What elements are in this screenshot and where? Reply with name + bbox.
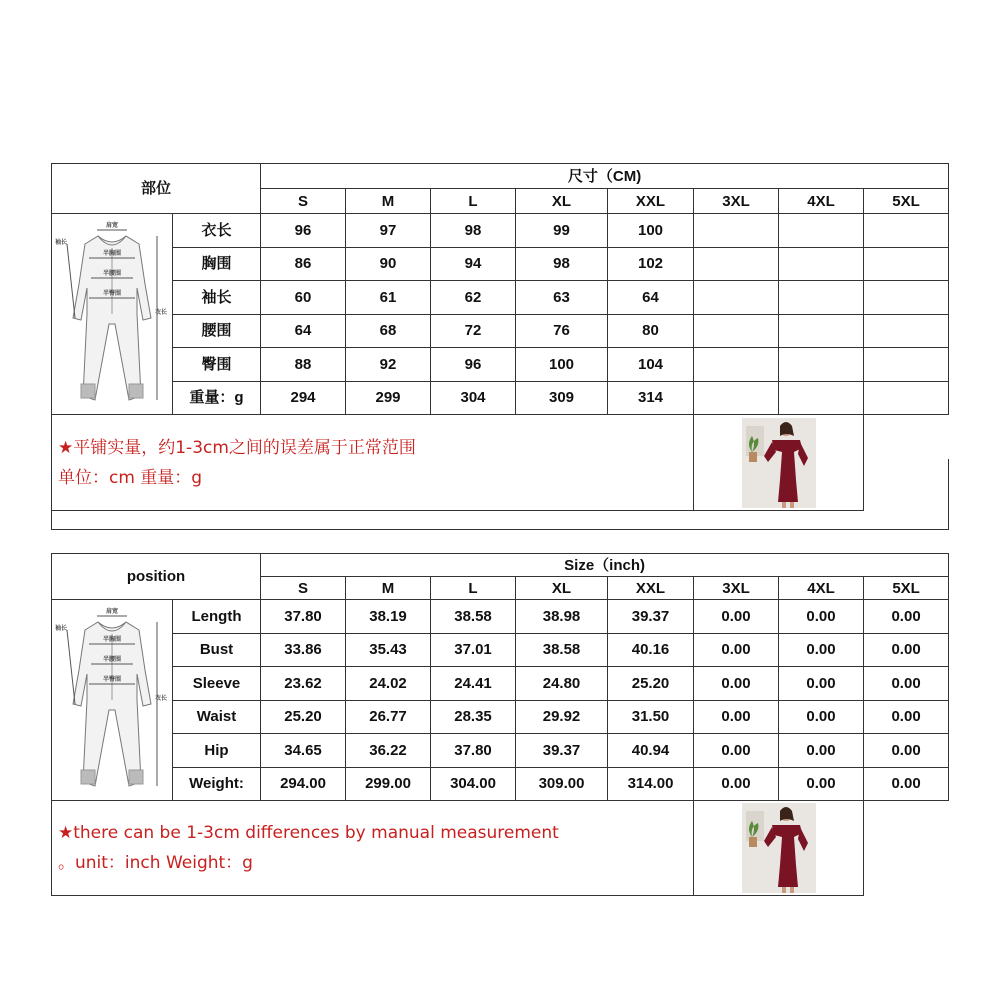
measure-value: 0.00 — [694, 600, 779, 634]
measure-value: 96 — [261, 214, 346, 248]
measure-value: 80 — [608, 314, 694, 348]
measure-value — [694, 281, 779, 315]
unit-line: 。unit：inch Weight：g — [58, 853, 253, 873]
jumpsuit-sketch-icon — [53, 600, 171, 800]
model-photo-icon — [742, 803, 816, 893]
table-row — [52, 600, 949, 634]
corner-header: 部位 — [52, 164, 261, 214]
measure-value: 94 — [431, 247, 516, 281]
measure-value — [694, 214, 779, 248]
measure-value: 0.00 — [864, 734, 949, 768]
measure-label: 重量：g — [173, 381, 261, 415]
measure-value — [779, 281, 864, 315]
size-header: L — [431, 189, 516, 214]
measure-value: 25.20 — [608, 667, 694, 701]
measure-value — [864, 348, 949, 382]
measure-value: 63 — [516, 281, 608, 315]
measurement-note — [52, 801, 694, 896]
measure-value: 0.00 — [864, 767, 949, 801]
note-line: ★there can be 1-3cm differences by manual measurement — [58, 823, 559, 843]
table-row — [52, 314, 949, 348]
diagram-label: 半腰围 — [102, 656, 122, 663]
size-header: XXL — [608, 189, 694, 214]
diagram-label: 袖长 — [54, 625, 68, 632]
measure-label: Sleeve — [173, 667, 261, 701]
measure-value: 98 — [431, 214, 516, 248]
measure-label: Length — [173, 600, 261, 634]
measure-label: Weight: — [173, 767, 261, 801]
measure-label: 袖长 — [173, 281, 261, 315]
measure-value: 304.00 — [431, 767, 516, 801]
measure-value: 90 — [346, 247, 431, 281]
measure-value: 38.58 — [431, 600, 516, 634]
measure-value — [779, 247, 864, 281]
product-photo — [694, 801, 864, 896]
measure-value: 64 — [261, 314, 346, 348]
measure-value: 31.50 — [608, 700, 694, 734]
measure-value: 25.20 — [261, 700, 346, 734]
measure-value — [864, 281, 949, 315]
measure-value: 0.00 — [779, 734, 864, 768]
diagram-label: 衣长 — [154, 695, 168, 702]
diagram-label: 半胸围 — [102, 636, 122, 643]
size-header: XL — [516, 189, 608, 214]
measure-value — [864, 214, 949, 248]
measure-value: 39.37 — [608, 600, 694, 634]
measure-label: Hip — [173, 734, 261, 768]
measure-value: 37.80 — [431, 734, 516, 768]
measure-value: 294.00 — [261, 767, 346, 801]
measure-value: 68 — [346, 314, 431, 348]
measure-value: 23.62 — [261, 667, 346, 701]
measure-value: 40.94 — [608, 734, 694, 768]
measure-value: 92 — [346, 348, 431, 382]
note-line: ★平铺实量，约1-3cm之间的误差属于正常范围 — [58, 437, 416, 458]
measure-value: 86 — [261, 247, 346, 281]
measure-value: 39.37 — [516, 734, 608, 768]
measure-value — [779, 348, 864, 382]
measure-value: 309 — [516, 381, 608, 415]
measure-value: 40.16 — [608, 633, 694, 667]
measure-value: 72 — [431, 314, 516, 348]
measure-value: 64 — [608, 281, 694, 315]
diagram-label: 衣长 — [154, 309, 168, 316]
measure-value: 0.00 — [694, 667, 779, 701]
measure-value: 102 — [608, 247, 694, 281]
measure-value: 0.00 — [694, 633, 779, 667]
measure-value: 294 — [261, 381, 346, 415]
measure-value: 100 — [608, 214, 694, 248]
size-title: Size（inch) — [261, 554, 949, 577]
measure-value: 34.65 — [261, 734, 346, 768]
measure-value: 37.80 — [261, 600, 346, 634]
unit-line: 单位：cm 重量：g — [58, 467, 203, 488]
measure-label: 胸围 — [173, 247, 261, 281]
garment-diagram — [52, 214, 173, 415]
measure-value — [779, 314, 864, 348]
diagram-label: 肩宽 — [105, 608, 119, 615]
diagram-label: 袖长 — [54, 239, 68, 246]
table-row — [52, 281, 949, 315]
measure-value: 76 — [516, 314, 608, 348]
measure-label: 衣长 — [173, 214, 261, 248]
measure-value: 0.00 — [779, 700, 864, 734]
measure-value: 309.00 — [516, 767, 608, 801]
measure-value — [864, 314, 949, 348]
measure-value: 37.01 — [431, 633, 516, 667]
measure-value: 38.19 — [346, 600, 431, 634]
measure-value — [694, 247, 779, 281]
measure-value: 26.77 — [346, 700, 431, 734]
measure-value: 0.00 — [694, 700, 779, 734]
measure-value: 0.00 — [864, 700, 949, 734]
measure-value — [864, 247, 949, 281]
size-table-inch — [51, 553, 949, 896]
measure-value: 0.00 — [864, 633, 949, 667]
table-row — [52, 247, 949, 281]
size-header: 4XL — [779, 189, 864, 214]
measure-value: 35.43 — [346, 633, 431, 667]
measure-value: 28.35 — [431, 700, 516, 734]
measure-value: 0.00 — [864, 600, 949, 634]
measure-value: 0.00 — [779, 667, 864, 701]
size-header: XXL — [608, 577, 694, 600]
measure-value — [694, 348, 779, 382]
size-header: 3XL — [694, 189, 779, 214]
table-row — [52, 700, 949, 734]
size-header: 5XL — [864, 189, 949, 214]
size-header: S — [261, 189, 346, 214]
measure-value: 98 — [516, 247, 608, 281]
spacer-area — [51, 459, 949, 530]
measure-value — [779, 214, 864, 248]
measure-label: Waist — [173, 700, 261, 734]
diagram-label: 半臀围 — [102, 676, 122, 683]
table-row — [52, 734, 949, 768]
size-header: 3XL — [694, 577, 779, 600]
measure-value: 299 — [346, 381, 431, 415]
size-header: 4XL — [779, 577, 864, 600]
measure-value: 100 — [516, 348, 608, 382]
measure-value — [694, 381, 779, 415]
measure-value: 0.00 — [864, 667, 949, 701]
jumpsuit-sketch-icon — [53, 214, 171, 414]
measure-value: 24.80 — [516, 667, 608, 701]
measure-value: 97 — [346, 214, 431, 248]
measure-value — [864, 381, 949, 415]
measure-value: 96 — [431, 348, 516, 382]
measure-value: 61 — [346, 281, 431, 315]
size-header: XL — [516, 577, 608, 600]
measure-value: 88 — [261, 348, 346, 382]
measure-value: 304 — [431, 381, 516, 415]
measure-value: 62 — [431, 281, 516, 315]
measure-value: 104 — [608, 348, 694, 382]
size-header: 5XL — [864, 577, 949, 600]
size-header: M — [346, 189, 431, 214]
measure-value: 33.86 — [261, 633, 346, 667]
corner-header: position — [52, 554, 261, 600]
measure-value: 0.00 — [779, 767, 864, 801]
table-row — [52, 633, 949, 667]
diagram-label: 半臀围 — [102, 290, 122, 297]
table-row — [52, 348, 949, 382]
diagram-label: 肩宽 — [105, 222, 119, 229]
measure-label: 腰围 — [173, 314, 261, 348]
measure-value: 60 — [261, 281, 346, 315]
measure-value: 0.00 — [779, 600, 864, 634]
garment-diagram — [52, 600, 173, 801]
measure-value: 0.00 — [694, 734, 779, 768]
measure-value — [779, 381, 864, 415]
measure-value: 38.98 — [516, 600, 608, 634]
diagram-label: 半胸围 — [102, 250, 122, 257]
measure-value: 314 — [608, 381, 694, 415]
size-header: L — [431, 577, 516, 600]
size-header: S — [261, 577, 346, 600]
size-header: M — [346, 577, 431, 600]
table-row — [52, 767, 949, 801]
diagram-label: 半腰围 — [102, 270, 122, 277]
measure-value: 38.58 — [516, 633, 608, 667]
measure-value: 29.92 — [516, 700, 608, 734]
measure-value: 0.00 — [694, 767, 779, 801]
measure-value: 0.00 — [779, 633, 864, 667]
size-title: 尺寸（CM) — [261, 164, 949, 189]
measure-label: Bust — [173, 633, 261, 667]
table-row — [52, 381, 949, 415]
measure-value: 299.00 — [346, 767, 431, 801]
table-row — [52, 667, 949, 701]
measure-label: 臀围 — [173, 348, 261, 382]
table-row — [52, 214, 949, 248]
measure-value: 314.00 — [608, 767, 694, 801]
measure-value: 24.41 — [431, 667, 516, 701]
measure-value: 36.22 — [346, 734, 431, 768]
measure-value: 99 — [516, 214, 608, 248]
measure-value — [694, 314, 779, 348]
measure-value: 24.02 — [346, 667, 431, 701]
